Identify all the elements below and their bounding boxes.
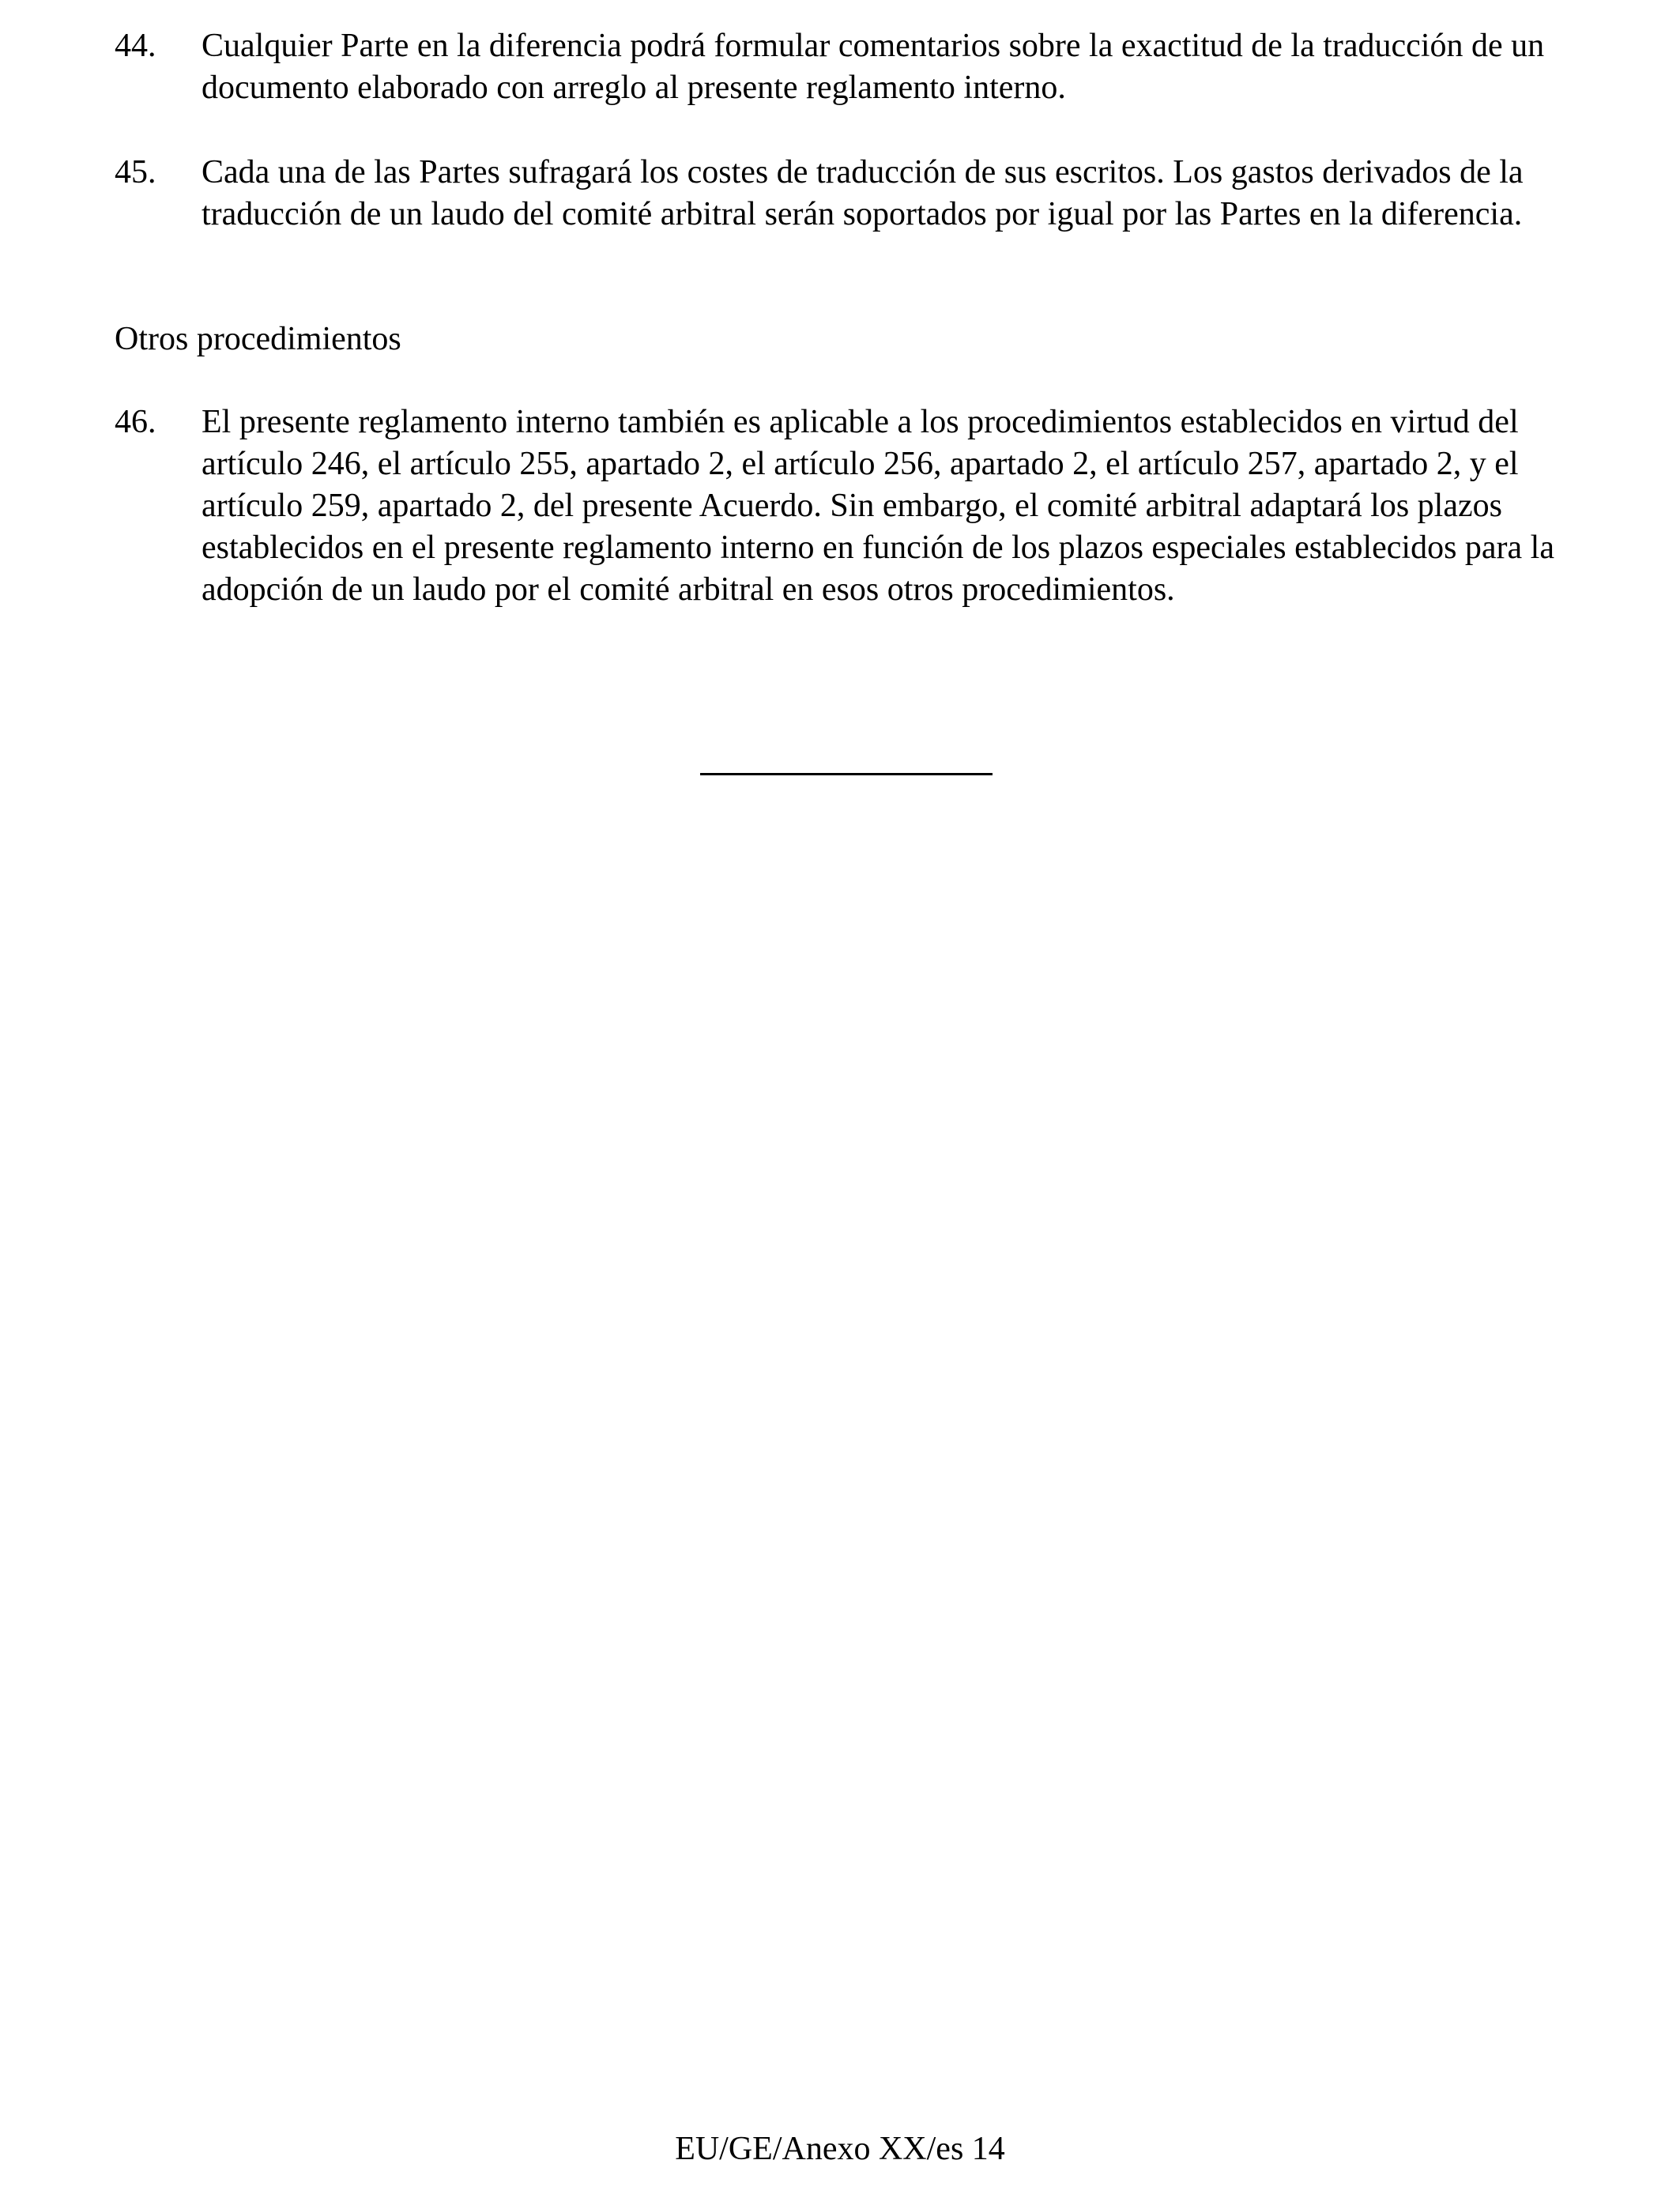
- section-heading: Otros procedimientos: [115, 321, 401, 357]
- paragraph-44: [115, 25, 1576, 109]
- paragraph-text: El presente reglamento interno también es aplicable a los procedimientos establecidos en virtud del artículo 246, el artículo 255, apartado 2, el artículo 256, apartado 2, el artículo 257, apartado 2, y el artículo 259, apartado 2, del presente Acuerdo. Sin embargo, el comité arbitral adaptará los plazos establecidos en el presente reglamento interno en función de los plazos especiales establecidos para la adopción de un laudo por el comité arbitral en esos otros procedimientos.: [202, 404, 1554, 608]
- paragraph-45: [115, 152, 1576, 236]
- end-rule: [700, 773, 993, 775]
- paragraph-number: 46.: [115, 404, 156, 440]
- paragraph-number: 44.: [115, 28, 156, 64]
- paragraph-46: [115, 401, 1576, 611]
- paragraph-text: Cada una de las Partes sufragará los costes de traducción de sus escritos. Los gastos derivados de la traducción de un laudo del comité arbitral serán soportados por igual por las Partes en la diferencia.: [202, 154, 1524, 232]
- paragraph-text: Cualquier Parte en la diferencia podrá formular comentarios sobre la exactitud de la traducción de un documento elaborado con arreglo al presente reglamento interno.: [202, 28, 1545, 106]
- page-footer: EU/GE/Anexo XX/es 14: [675, 2131, 1005, 2167]
- paragraph-number: 45.: [115, 154, 156, 190]
